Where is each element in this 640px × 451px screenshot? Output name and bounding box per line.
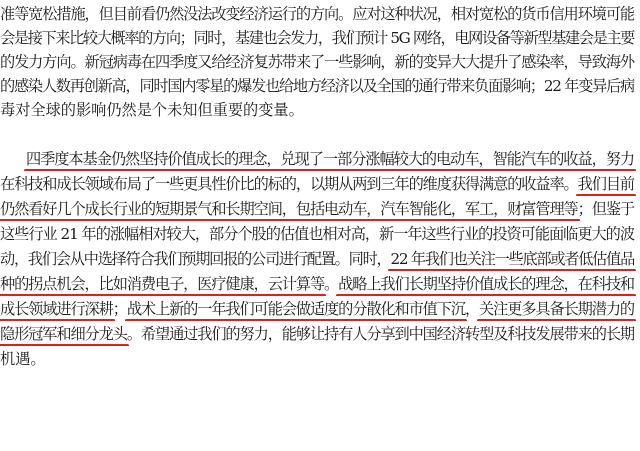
text-segment: 的发力方向。新冠病毒在四季度又给经济复苏带来了一些影响，新的变异大大提升了感染率，导致海外 — [0, 53, 635, 71]
text-line — [0, 347, 640, 371]
text-line — [0, 74, 640, 98]
underlined-text: 22 年我们也关注一些底部或者低估值品 — [390, 250, 635, 268]
text-line — [0, 26, 640, 50]
text-segment: 。 — [324, 275, 339, 293]
underlined-text: 种的拐点机会，比如消费电子，医疗健康，云计算等 — [0, 275, 325, 293]
underlined-text: 战术上新的一年我们可能会做适度的分散化和市值下沉 — [126, 300, 465, 318]
text-line — [0, 222, 640, 246]
underlined-text: 关注更多具备长期潜力的 — [479, 300, 635, 318]
text-line — [0, 147, 640, 171]
underlined-text: 隐形冠军和细分龙头 — [0, 325, 127, 343]
text-segment: 。希望通过我们的努力，能够让持有人分享到中国经济转型及科技发展带来的长期 — [126, 325, 635, 343]
text-line — [0, 297, 640, 321]
text-line — [0, 247, 640, 271]
text-line — [0, 98, 640, 122]
underlined-text: 战略上我们长期坚持价值成长的理念，在科技和 — [338, 275, 635, 293]
text-segment: 在科技和成长领域布局了一些更具性价比的标的，以期从两到三年的维度获得满意的收益率。 — [0, 175, 578, 193]
text-line — [0, 2, 640, 26]
text-segment: 会是接下来比较大概率的方向；同时，基建也会发力，我们预计 5G 网络，电网设备等新型基建会是主要 — [0, 29, 634, 47]
text-line — [0, 50, 640, 74]
underlined-text: 四季度本基金仍然坚持价值成长的理念，兑现了一部分涨幅较大的电动车，智能汽车的收益，努力 — [26, 150, 635, 168]
text-segment: 的感染人数再创新高，同时国内零星的爆发也给地方经济以及全国的通行带来负面影响；22 年变异后病 — [0, 77, 634, 95]
text-segment: 动，我们会从中选择符合我们预期回报的公司进行配置。同时， — [0, 250, 391, 268]
underlined-text: 成长领域进行深耕 — [0, 300, 113, 318]
text-segment: ， — [464, 300, 480, 318]
text-segment: 这些行业 21 年的涨幅相对较大，部分个股的估值也相对高，新一年这些行业的投资可能面临更大的波 — [0, 225, 634, 243]
text-line — [0, 197, 640, 221]
underlined-text: 仍然看好几个成长行业的短期景气和长期空间，包括电动车，汽车智能化，军工，财富管理等 — [0, 200, 578, 218]
text-segment: ；但鉴于 — [577, 200, 635, 218]
text-line — [0, 322, 640, 346]
text-segment: ； — [112, 300, 127, 318]
text-segment: 毒对全球的影响仍然是个未知但重要的变量。 — [0, 101, 304, 119]
text-line — [0, 272, 640, 296]
text-segment: 准等宽松措施，但目前看仍然没法改变经济运行的方向。应对这种状况，相对宽松的货币信用环境可能 — [0, 5, 635, 23]
underlined-text: 我们目前 — [577, 175, 635, 193]
text-segment: 机遇。 — [0, 350, 46, 368]
text-line — [0, 172, 640, 196]
